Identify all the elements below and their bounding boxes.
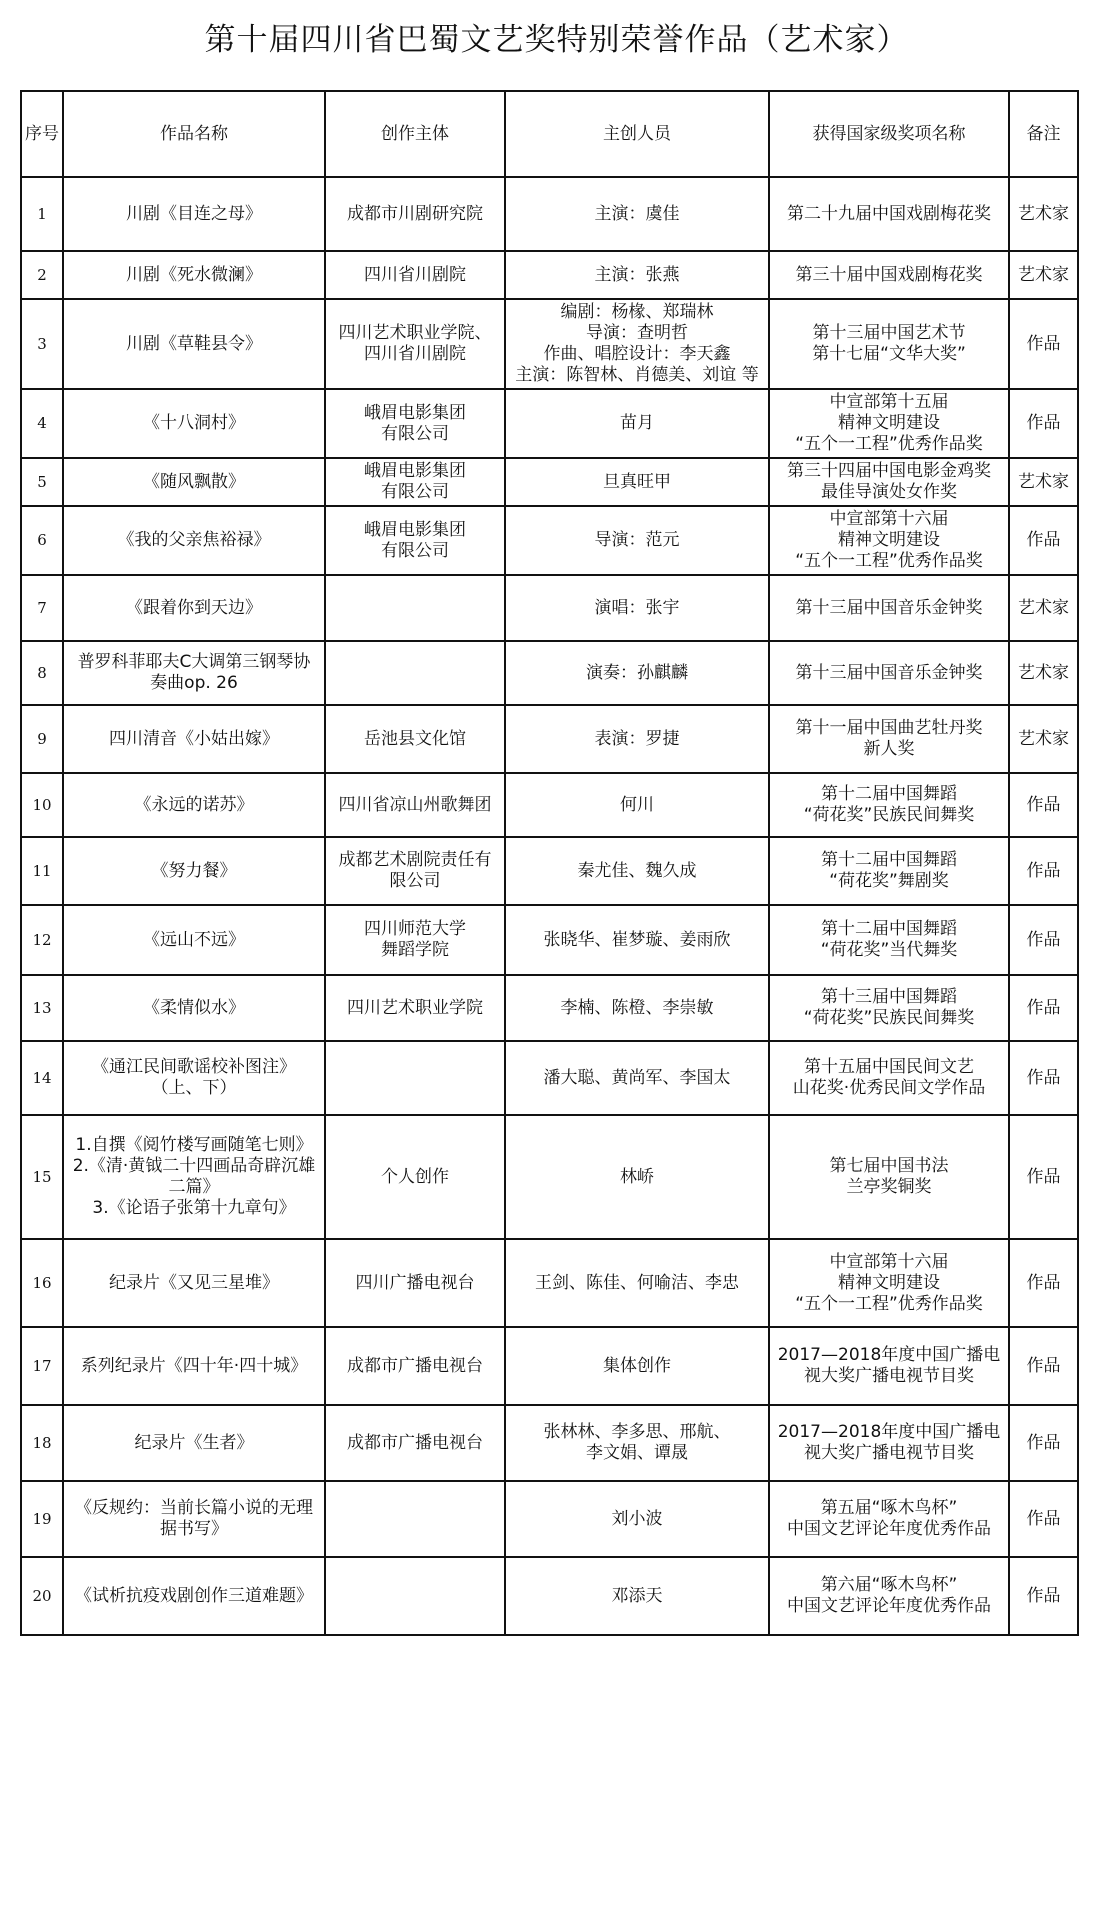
cell-note: 作品 bbox=[1009, 1041, 1078, 1115]
cell-creator: 成都市川剧研究院 bbox=[325, 177, 505, 251]
cell-staff: 秦尤佳、魏久成 bbox=[505, 837, 769, 905]
cell-award: 第十二届中国舞蹈 “荷花奖”民族民间舞奖 bbox=[769, 773, 1009, 837]
column-header-creator: 创作主体 bbox=[325, 91, 505, 177]
awards-table bbox=[20, 90, 1079, 1636]
cell-award: 第二十九届中国戏剧梅花奖 bbox=[769, 177, 1009, 251]
table-row bbox=[21, 1481, 1078, 1557]
cell-staff: 编剧：杨椽、郑瑞林 导演：查明哲 作曲、唱腔设计：李天鑫 主演：陈智林、肖德美、刘谊 等 bbox=[505, 299, 769, 389]
cell-number: 16 bbox=[21, 1239, 63, 1327]
cell-work-title: 《跟着你到天边》 bbox=[63, 575, 325, 641]
cell-creator: 峨眉电影集团 有限公司 bbox=[325, 458, 505, 506]
cell-number: 9 bbox=[21, 705, 63, 773]
cell-award: 2017—2018年度中国广播电 视大奖广播电视节目奖 bbox=[769, 1405, 1009, 1481]
cell-creator bbox=[325, 641, 505, 705]
cell-staff: 张林林、李多思、邢航、 李文娟、谭晟 bbox=[505, 1405, 769, 1481]
cell-staff: 何川 bbox=[505, 773, 769, 837]
table-row bbox=[21, 837, 1078, 905]
cell-note: 作品 bbox=[1009, 837, 1078, 905]
cell-work-title: 纪录片《生者》 bbox=[63, 1405, 325, 1481]
table-row bbox=[21, 251, 1078, 299]
cell-note: 作品 bbox=[1009, 1405, 1078, 1481]
cell-number: 17 bbox=[21, 1327, 63, 1405]
cell-number: 14 bbox=[21, 1041, 63, 1115]
cell-work-title: 《努力餐》 bbox=[63, 837, 325, 905]
cell-number: 5 bbox=[21, 458, 63, 506]
column-header-award: 获得国家级奖项名称 bbox=[769, 91, 1009, 177]
table-row bbox=[21, 1327, 1078, 1405]
cell-number: 13 bbox=[21, 975, 63, 1041]
table-body bbox=[21, 177, 1078, 1635]
cell-staff: 导演：范元 bbox=[505, 506, 769, 575]
cell-note: 作品 bbox=[1009, 1481, 1078, 1557]
table-row bbox=[21, 1041, 1078, 1115]
cell-creator: 四川省川剧院 bbox=[325, 251, 505, 299]
cell-staff: 潘大聪、黄尚军、李国太 bbox=[505, 1041, 769, 1115]
table-row bbox=[21, 975, 1078, 1041]
table-row bbox=[21, 177, 1078, 251]
table-row bbox=[21, 773, 1078, 837]
cell-staff: 主演：张燕 bbox=[505, 251, 769, 299]
cell-creator bbox=[325, 1557, 505, 1635]
cell-creator bbox=[325, 575, 505, 641]
cell-note: 艺术家 bbox=[1009, 575, 1078, 641]
table-row bbox=[21, 458, 1078, 506]
cell-creator: 峨眉电影集团 有限公司 bbox=[325, 389, 505, 458]
table-row bbox=[21, 1115, 1078, 1239]
cell-creator: 四川省凉山州歌舞团 bbox=[325, 773, 505, 837]
cell-number: 4 bbox=[21, 389, 63, 458]
cell-work-title: 《我的父亲焦裕禄》 bbox=[63, 506, 325, 575]
cell-work-title: 普罗科菲耶夫C大调第三钢琴协 奏曲op. 26 bbox=[63, 641, 325, 705]
cell-creator: 四川艺术职业学院、 四川省川剧院 bbox=[325, 299, 505, 389]
cell-staff: 演唱：张宇 bbox=[505, 575, 769, 641]
cell-number: 20 bbox=[21, 1557, 63, 1635]
table-row bbox=[21, 905, 1078, 975]
cell-number: 1 bbox=[21, 177, 63, 251]
cell-award: 中宣部第十六届 精神文明建设 “五个一工程”优秀作品奖 bbox=[769, 506, 1009, 575]
table-row bbox=[21, 705, 1078, 773]
cell-note: 艺术家 bbox=[1009, 177, 1078, 251]
cell-work-title: 《远山不远》 bbox=[63, 905, 325, 975]
cell-work-title: 《随风飘散》 bbox=[63, 458, 325, 506]
cell-creator: 岳池县文化馆 bbox=[325, 705, 505, 773]
cell-staff: 张晓华、崔梦璇、姜雨欣 bbox=[505, 905, 769, 975]
cell-work-title: 《永远的诺苏》 bbox=[63, 773, 325, 837]
table-row bbox=[21, 575, 1078, 641]
cell-work-title: 《柔情似水》 bbox=[63, 975, 325, 1041]
cell-staff: 王剑、陈佳、何喻洁、李忠 bbox=[505, 1239, 769, 1327]
cell-number: 6 bbox=[21, 506, 63, 575]
table-row bbox=[21, 1557, 1078, 1635]
table-row bbox=[21, 1239, 1078, 1327]
column-header-note: 备注 bbox=[1009, 91, 1078, 177]
cell-staff: 苗月 bbox=[505, 389, 769, 458]
table-row bbox=[21, 1405, 1078, 1481]
cell-creator: 峨眉电影集团 有限公司 bbox=[325, 506, 505, 575]
column-header-staff: 主创人员 bbox=[505, 91, 769, 177]
cell-work-title: 四川清音《小姑出嫁》 bbox=[63, 705, 325, 773]
cell-creator: 四川广播电视台 bbox=[325, 1239, 505, 1327]
cell-award: 中宣部第十六届 精神文明建设 “五个一工程”优秀作品奖 bbox=[769, 1239, 1009, 1327]
cell-award: 第十二届中国舞蹈 “荷花奖”当代舞奖 bbox=[769, 905, 1009, 975]
cell-note: 艺术家 bbox=[1009, 251, 1078, 299]
cell-number: 7 bbox=[21, 575, 63, 641]
cell-work-title: 《通江民间歌谣校补图注》 （上、下） bbox=[63, 1041, 325, 1115]
cell-staff: 集体创作 bbox=[505, 1327, 769, 1405]
cell-note: 作品 bbox=[1009, 299, 1078, 389]
cell-creator: 成都艺术剧院责任有 限公司 bbox=[325, 837, 505, 905]
cell-award: 第十三届中国舞蹈 “荷花奖”民族民间舞奖 bbox=[769, 975, 1009, 1041]
cell-work-title: 《十八洞村》 bbox=[63, 389, 325, 458]
cell-award: 第十二届中国舞蹈 “荷花奖”舞剧奖 bbox=[769, 837, 1009, 905]
cell-note: 作品 bbox=[1009, 1557, 1078, 1635]
cell-creator: 成都市广播电视台 bbox=[325, 1327, 505, 1405]
cell-staff: 林峤 bbox=[505, 1115, 769, 1239]
cell-number: 19 bbox=[21, 1481, 63, 1557]
column-header-work: 作品名称 bbox=[63, 91, 325, 177]
cell-note: 艺术家 bbox=[1009, 705, 1078, 773]
column-header-number: 序号 bbox=[21, 91, 63, 177]
cell-award: 第十三届中国艺术节 第十七届“文华大奖” bbox=[769, 299, 1009, 389]
cell-award: 第三十四届中国电影金鸡奖 最佳导演处女作奖 bbox=[769, 458, 1009, 506]
cell-note: 艺术家 bbox=[1009, 458, 1078, 506]
cell-award: 第六届“啄木鸟杯” 中国文艺评论年度优秀作品 bbox=[769, 1557, 1009, 1635]
cell-award: 第十五届中国民间文艺 山花奖·优秀民间文学作品 bbox=[769, 1041, 1009, 1115]
cell-work-title: 川剧《目连之母》 bbox=[63, 177, 325, 251]
cell-award: 第十一届中国曲艺牡丹奖 新人奖 bbox=[769, 705, 1009, 773]
cell-work-title: 《反规约：当前长篇小说的无理 据书写》 bbox=[63, 1481, 325, 1557]
cell-creator: 成都市广播电视台 bbox=[325, 1405, 505, 1481]
cell-work-title: 川剧《草鞋县令》 bbox=[63, 299, 325, 389]
cell-staff: 邓添天 bbox=[505, 1557, 769, 1635]
cell-work-title: 川剧《死水微澜》 bbox=[63, 251, 325, 299]
cell-staff: 李楠、陈橙、李崇敏 bbox=[505, 975, 769, 1041]
cell-number: 15 bbox=[21, 1115, 63, 1239]
cell-number: 12 bbox=[21, 905, 63, 975]
cell-note: 作品 bbox=[1009, 1327, 1078, 1405]
cell-staff: 演奏：孙麒麟 bbox=[505, 641, 769, 705]
cell-note: 作品 bbox=[1009, 389, 1078, 458]
table-row bbox=[21, 299, 1078, 389]
cell-number: 3 bbox=[21, 299, 63, 389]
cell-note: 作品 bbox=[1009, 1115, 1078, 1239]
cell-work-title: 1.自撰《阅竹楼写画随笔七则》 2.《清·黄钺二十四画品奇辟沉雄 二篇》 3.《论语子张第十九章句》 bbox=[63, 1115, 325, 1239]
cell-award: 中宣部第十五届 精神文明建设 “五个一工程”优秀作品奖 bbox=[769, 389, 1009, 458]
table-row bbox=[21, 641, 1078, 705]
cell-number: 2 bbox=[21, 251, 63, 299]
cell-note: 作品 bbox=[1009, 506, 1078, 575]
cell-creator bbox=[325, 1041, 505, 1115]
cell-staff: 旦真旺甲 bbox=[505, 458, 769, 506]
cell-staff: 刘小波 bbox=[505, 1481, 769, 1557]
cell-number: 10 bbox=[21, 773, 63, 837]
cell-number: 8 bbox=[21, 641, 63, 705]
cell-work-title: 系列纪录片《四十年·四十城》 bbox=[63, 1327, 325, 1405]
cell-creator: 个人创作 bbox=[325, 1115, 505, 1239]
cell-note: 作品 bbox=[1009, 773, 1078, 837]
cell-note: 作品 bbox=[1009, 975, 1078, 1041]
cell-award: 第十三届中国音乐金钟奖 bbox=[769, 575, 1009, 641]
cell-award: 2017—2018年度中国广播电 视大奖广播电视节目奖 bbox=[769, 1327, 1009, 1405]
cell-award: 第七届中国书法 兰亭奖铜奖 bbox=[769, 1115, 1009, 1239]
cell-creator: 四川师范大学 舞蹈学院 bbox=[325, 905, 505, 975]
cell-number: 18 bbox=[21, 1405, 63, 1481]
cell-creator: 四川艺术职业学院 bbox=[325, 975, 505, 1041]
cell-creator bbox=[325, 1481, 505, 1557]
page-title: 第十届四川省巴蜀文艺奖特别荣誉作品（艺术家） bbox=[204, 22, 909, 58]
cell-award: 第十三届中国音乐金钟奖 bbox=[769, 641, 1009, 705]
cell-note: 艺术家 bbox=[1009, 641, 1078, 705]
cell-award: 第五届“啄木鸟杯” 中国文艺评论年度优秀作品 bbox=[769, 1481, 1009, 1557]
table-row bbox=[21, 506, 1078, 575]
cell-staff: 主演：虞佳 bbox=[505, 177, 769, 251]
table-row bbox=[21, 389, 1078, 458]
table-header-row bbox=[21, 91, 1078, 177]
cell-work-title: 纪录片《又见三星堆》 bbox=[63, 1239, 325, 1327]
cell-number: 11 bbox=[21, 837, 63, 905]
cell-staff: 表演：罗捷 bbox=[505, 705, 769, 773]
cell-work-title: 《试析抗疫戏剧创作三道难题》 bbox=[63, 1557, 325, 1635]
cell-note: 作品 bbox=[1009, 905, 1078, 975]
cell-note: 作品 bbox=[1009, 1239, 1078, 1327]
cell-award: 第三十届中国戏剧梅花奖 bbox=[769, 251, 1009, 299]
